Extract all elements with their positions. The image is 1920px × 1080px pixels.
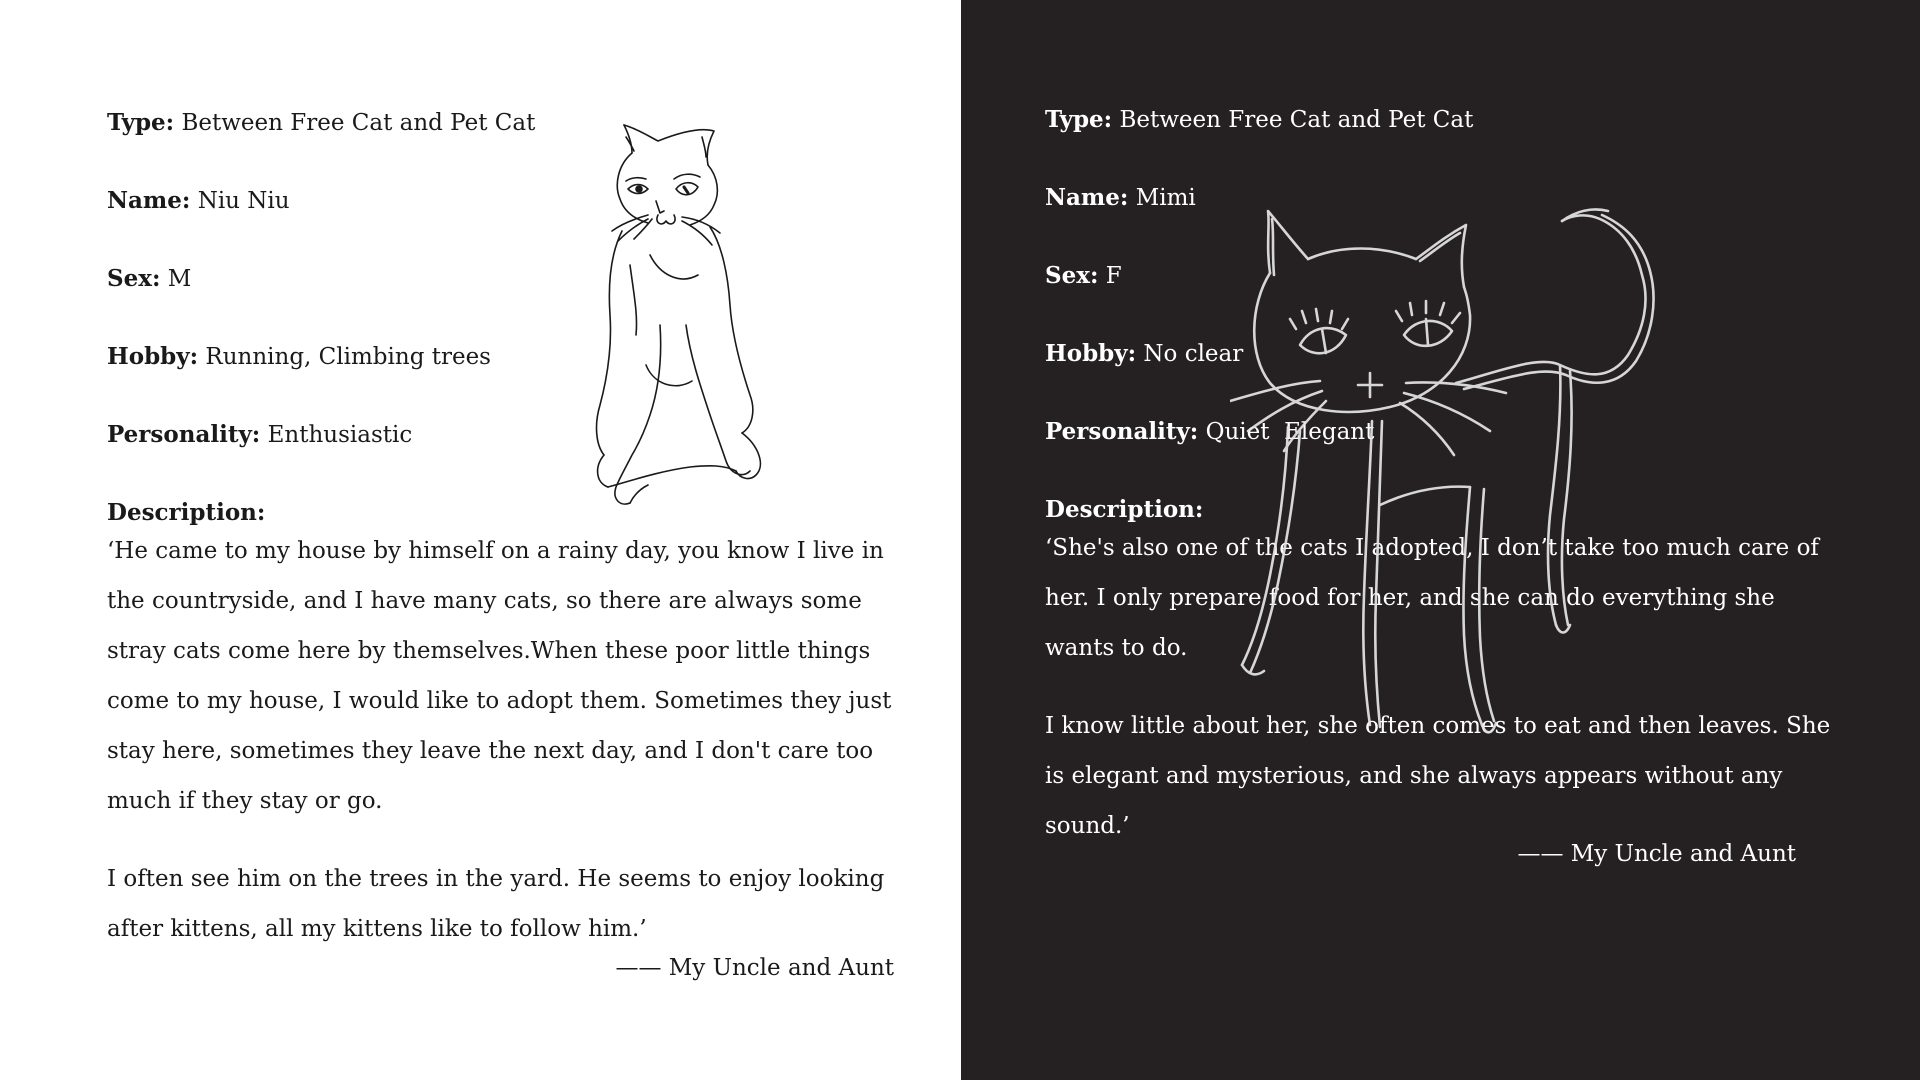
description-heading xyxy=(107,498,265,528)
sex-value: F xyxy=(1105,263,1122,289)
sex-field xyxy=(107,264,191,294)
hobby-value: Running, Climbing trees xyxy=(205,344,491,370)
type-field xyxy=(107,108,535,138)
type-field xyxy=(1045,105,1473,135)
signature: —— My Uncle and Aunt xyxy=(615,955,894,981)
name-value: Niu Niu xyxy=(197,188,290,214)
description-label: Description: xyxy=(107,499,266,526)
signature: —— My Uncle and Aunt xyxy=(1517,841,1796,867)
personality-label: Personality: xyxy=(1045,418,1199,445)
type-value: Between Free Cat and Pet Cat xyxy=(1119,107,1474,133)
sex-value: M xyxy=(167,266,192,292)
personality-value: Enthusiastic xyxy=(267,422,413,448)
hobby-field xyxy=(1045,339,1243,369)
type-value: Between Free Cat and Pet Cat xyxy=(181,110,536,136)
description-text xyxy=(107,526,897,954)
sex-label: Sex: xyxy=(107,265,161,292)
description-label: Description: xyxy=(1045,496,1204,523)
cat-standing-illustration xyxy=(1230,205,1790,825)
cat-sitting-illustration xyxy=(590,115,830,515)
hobby-value: No clear xyxy=(1143,341,1244,367)
hobby-label: Hobby: xyxy=(107,343,199,370)
name-field xyxy=(107,186,290,216)
type-label: Type: xyxy=(107,109,175,136)
sex-label: Sex: xyxy=(1045,262,1099,289)
name-label: Name: xyxy=(107,187,191,214)
personality-value: Quiet Elegant xyxy=(1205,419,1375,445)
personality-field xyxy=(107,420,412,450)
name-label: Name: xyxy=(1045,184,1129,211)
name-field xyxy=(1045,183,1196,213)
hobby-label: Hobby: xyxy=(1045,340,1137,367)
description-paragraph: I often see him on the trees in the yard. He seems to enjoy looking after kittens, all my kittens like to follow him.’ xyxy=(107,866,885,942)
description-heading xyxy=(1045,495,1203,525)
description-paragraph: I know little about her, she often comes to eat and then leaves. She is elegant and mysterious, and she always appears without any sound.’ xyxy=(1045,713,1831,839)
hobby-field xyxy=(107,342,491,372)
description-paragraph: ‘She's also one of the cats I adopted, I don’t take too much care of her. I only prepare food for her, and she can do everything she wants to do. xyxy=(1045,535,1819,661)
description-paragraph: ‘He came to my house by himself on a rainy day, you know I live in the countryside, and I have many cats, so there are always some stray cats come here by themselves.When these poor little things come to my house, I would like to adopt them. Sometimes they just stay here, sometimes they leave the next day, and I don't care too much if they stay or go. xyxy=(107,538,892,814)
sex-field xyxy=(1045,261,1122,291)
type-label: Type: xyxy=(1045,106,1113,133)
name-value: Mimi xyxy=(1135,185,1196,211)
personality-label: Personality: xyxy=(107,421,261,448)
